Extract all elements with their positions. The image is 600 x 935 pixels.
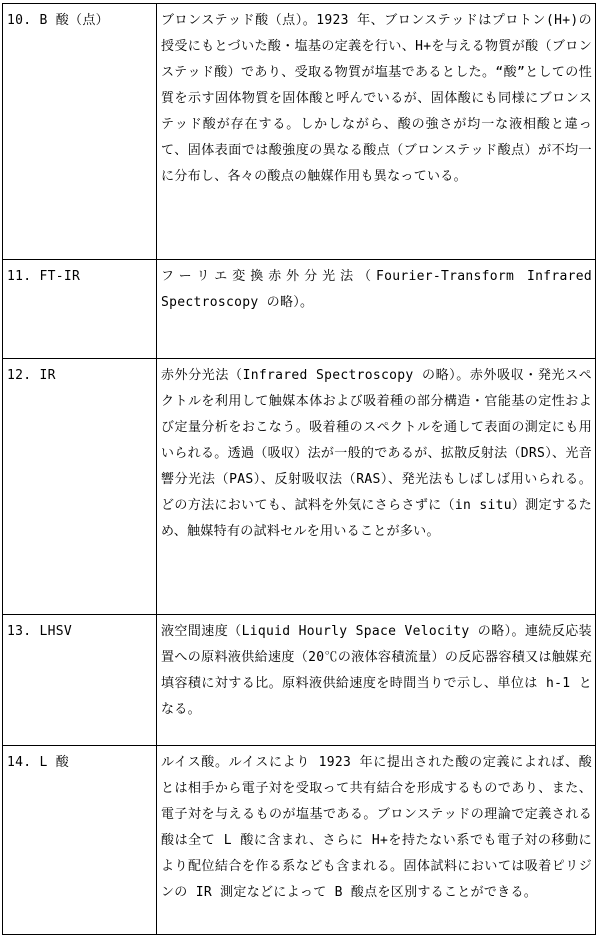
- term-cell: 13. LHSV: [3, 615, 157, 746]
- glossary-table: [2, 3, 596, 935]
- term-cell: 14. L 酸: [3, 746, 157, 935]
- table-row: [3, 359, 596, 615]
- term-cell: 12. IR: [3, 359, 157, 615]
- definition-cell: フーリエ変換赤外分光法（Fourier-Transform Infrared Spectroscopy の略）。: [157, 260, 596, 359]
- definition-cell: ルイス酸。ルイスにより 1923 年に提出された酸の定義によれば、酸とは相手から電子対を受取って共有結合を形成するものであり、また、電子対を与えるものが塩基である。ブロンステッドの理論で定義される酸は全て L 酸に含まれ、さらに H+を持たない系でも電子対の移動により配位結合を作る系なども含まれる。固体試料においては吸着ピリジンの IR 測定などによって B 酸点を区別することができる。: [157, 746, 596, 935]
- term-cell: 10. B 酸（点）: [3, 4, 157, 260]
- term-cell: 11. FT-IR: [3, 260, 157, 359]
- definition-cell: ブロンステッド酸（点）。1923 年、ブロンステッドはプロトン(H+)の授受にもとづいた酸・塩基の定義を行い、H+を与える物質が酸（ブロンステッド酸）であり、受取る物質が塩基であるとした。“酸”としての性質を示す固体物質を固体酸と呼んでいるが、固体酸にも同様にブロンステッド酸が存在する。しかしながら、酸の強さが均一な液相酸と違って、固体表面では酸強度の異なる酸点（ブロンステッド酸点）が不均一に分布し、各々の酸点の触媒作用も異なっている。: [157, 4, 596, 260]
- table-row: [3, 615, 596, 746]
- table-row: [3, 746, 596, 935]
- definition-cell: 赤外分光法（Infrared Spectroscopy の略）。赤外吸収・発光スペクトルを利用して触媒本体および吸着種の部分構造・官能基の定性および定量分析をおこなう。吸着種のスペクトルを通して表面の測定にも用いられる。透過（吸収）法が一般的であるが、拡散反射法（DRS）、光音響分光法（PAS）、反射吸収法（RAS）、発光法もしばしば用いられる。どの方法においても、試料を外気にさらさずに（in situ）測定するため、触媒特有の試料セルを用いることが多い。: [157, 359, 596, 615]
- table-row: [3, 4, 596, 260]
- definition-cell: 液空間速度（Liquid Hourly Space Velocity の略）。連続反応装置への原料液供給速度（20℃の液体容積流量）の反応器容積又は触媒充填容積に対する比。原料液供給速度を時間当りで示し、単位は h-1 となる。: [157, 615, 596, 746]
- table-row: [3, 260, 596, 359]
